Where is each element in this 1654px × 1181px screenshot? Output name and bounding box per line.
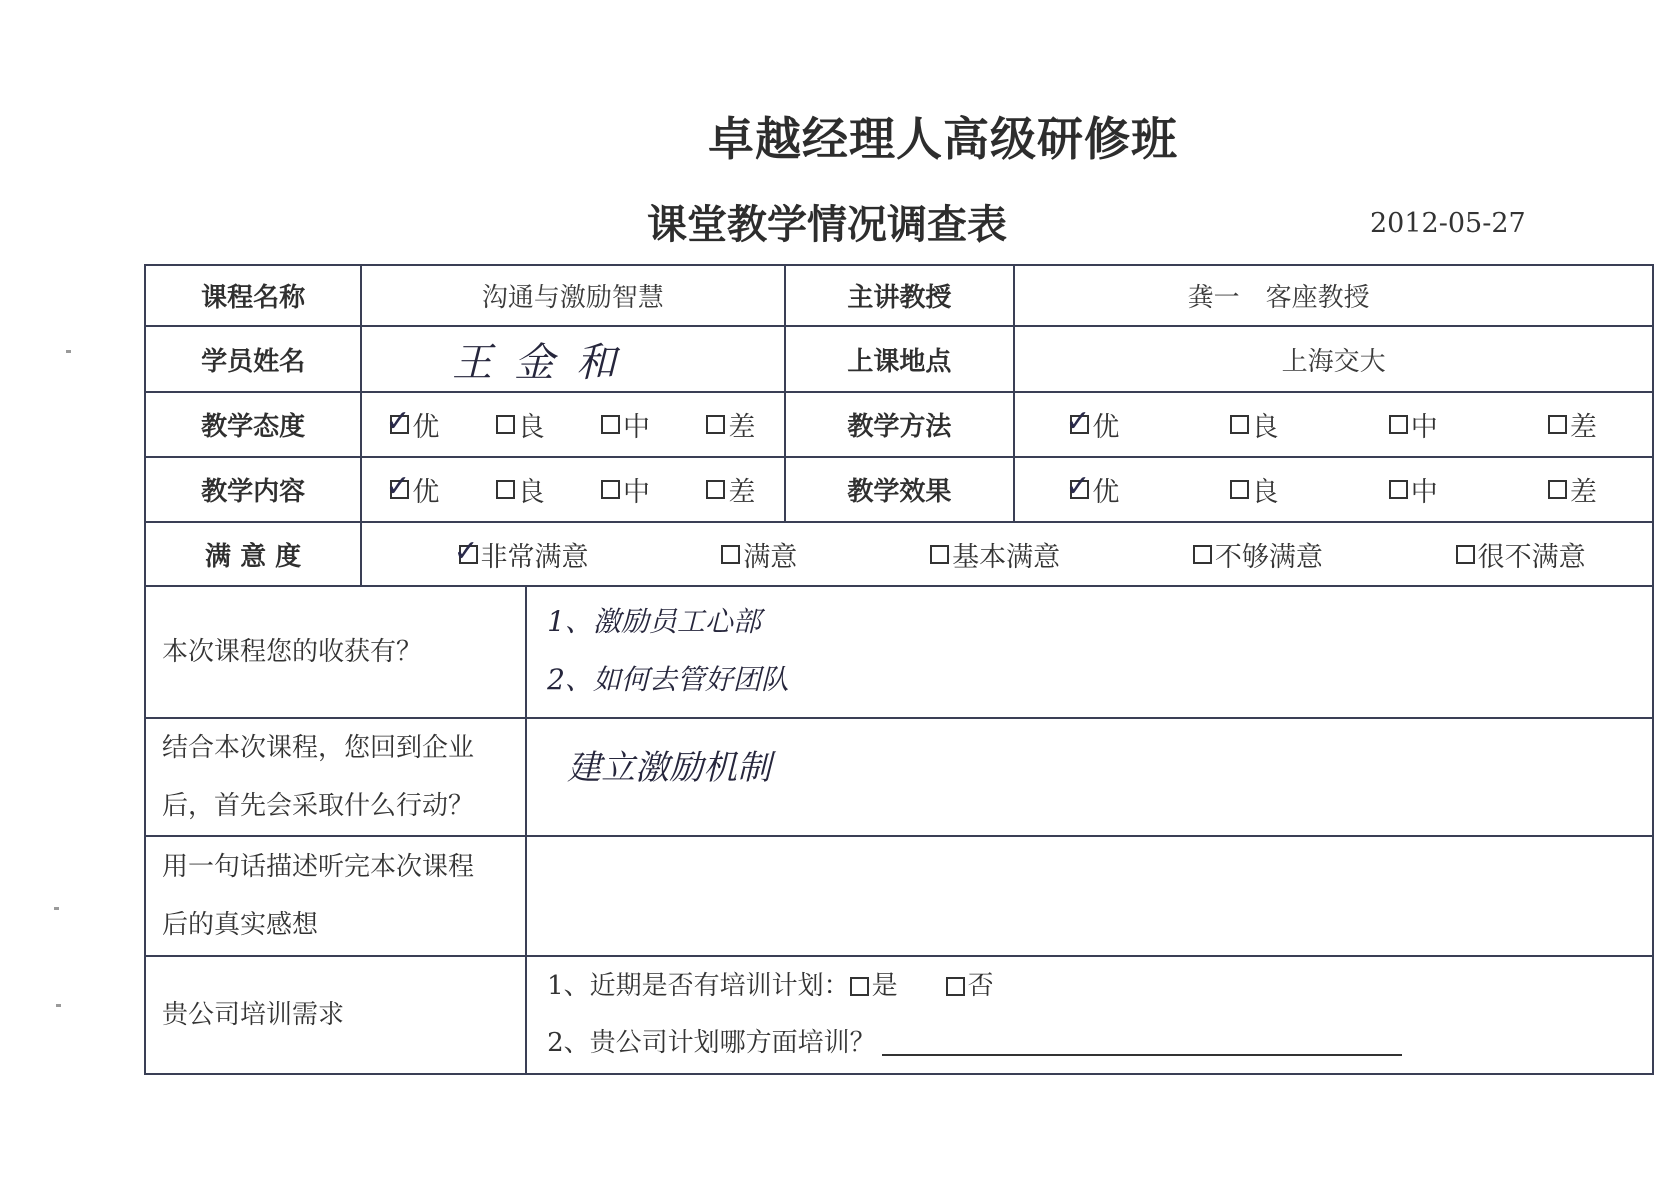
effect-option-good[interactable]: 良 [1230,470,1279,509]
training-label: 贵公司培训需求 [145,956,526,1074]
form-subtitle: 课堂教学情况调查表 [647,202,1007,248]
content-option-good[interactable]: 良 [496,470,545,509]
checkmark-icon: ✓ [453,533,479,569]
content-option-excellent[interactable]: ✓ 优 [385,469,440,508]
gain-row [145,586,1653,718]
training-plan-no[interactable]: 否 [946,958,994,1015]
checkbox[interactable] [496,480,515,499]
checkbox[interactable] [946,977,965,996]
method-option-excellent[interactable]: ✓ 优 [1065,404,1120,443]
action-answer-text: 建立激励机制 [567,748,772,788]
form-date: 2012-05-27 [1370,208,1526,239]
checkbox[interactable] [706,480,725,499]
method-option-poor[interactable]: 差 [1548,405,1597,444]
location-value: 上海交大 [1014,326,1653,392]
satisfaction-row [145,522,1653,586]
satisfaction-option-satisfied[interactable]: 满意 [721,535,797,574]
feeling-answer-field[interactable] [526,836,1653,956]
action-question-label [145,718,526,836]
checkbox[interactable] [1389,480,1408,499]
attitude-option-average[interactable]: 中 [601,405,650,444]
checkbox[interactable] [1193,545,1212,564]
action-answer-field[interactable] [526,718,1653,836]
method-option-good[interactable]: 良 [1230,405,1279,444]
method-label: 教学方法 [785,392,1015,457]
page-title: 卓越经理人高级研修班 [708,112,1178,166]
attitude-options [362,405,783,444]
satisfaction-option-basically-satisfied[interactable]: 基本满意 [930,535,1060,574]
checkmark-icon: ✓ [1065,404,1091,439]
attitude-method-row [145,392,1653,457]
course-row [145,265,1653,326]
checkmark-icon: ✓ [1065,469,1091,504]
attitude-option-good[interactable]: 良 [496,405,545,444]
action-question-line-2: 后，首先会采取什么行动？ [162,791,475,821]
effect-option-average[interactable]: 中 [1389,470,1438,509]
course-name-label: 课程名称 [145,265,361,326]
lecturer-label: 主讲教授 [785,265,1015,326]
checkbox[interactable] [721,545,740,564]
training-area-question-text: 2、贵公司计划哪方面培训？ [547,1028,876,1058]
student-name-handwriting: 王金和 [452,339,639,386]
effect-label: 教学效果 [785,457,1015,522]
checkmark-icon: ✓ [385,404,411,439]
training-plan-yes[interactable]: 是 [850,958,898,1015]
checkbox[interactable] [850,977,869,996]
action-row [145,718,1653,836]
location-label: 上课地点 [785,326,1015,392]
checkbox[interactable] [1065,469,1091,504]
student-name-field[interactable] [361,326,784,392]
content-effect-row [145,457,1653,522]
satisfaction-option-not-satisfied[interactable]: 不够满意 [1193,535,1323,574]
student-row [145,326,1653,392]
checkbox[interactable] [930,545,949,564]
checkbox[interactable] [706,415,725,434]
attitude-label: 教学态度 [145,392,361,457]
checkbox[interactable] [1548,415,1567,434]
feeling-row [145,836,1653,956]
training-row [145,956,1653,1074]
training-plan-question [527,958,1652,1015]
checkbox[interactable] [1548,480,1567,499]
training-plan-question-text: 1、近期是否有培训计划： [547,971,850,1001]
satisfaction-option-very-satisfied[interactable]: ✓ 非常满意 [453,533,589,573]
survey-table [144,264,1654,1075]
checkbox[interactable] [385,469,411,504]
course-name-value: 沟通与激励智慧 [361,265,784,326]
gain-answer-field[interactable] [526,586,1653,718]
lecturer-value: 龚一 客座教授 [1014,265,1653,326]
feeling-question-line-1: 用一句话描述听完本次课程 [162,852,475,882]
action-question-line-1: 结合本次课程，您回到企业 [162,733,475,763]
attitude-option-excellent[interactable]: ✓ 优 [385,404,440,443]
checkbox[interactable] [453,533,479,569]
content-option-average[interactable]: 中 [601,470,650,509]
checkbox[interactable] [1456,545,1475,564]
scan-speck [54,907,59,910]
checkmark-icon: ✓ [385,469,411,504]
feeling-question-line-2: 后的真实感想 [162,910,319,940]
gain-answer-line-1: 1、激励员工心部 [547,605,761,638]
content-options [362,470,783,509]
satisfaction-label: 满 意 度 [145,522,361,586]
checkbox[interactable] [1065,404,1091,439]
gain-question-label: 本次课程您的收获有？ [145,586,526,718]
effect-option-excellent[interactable]: ✓ 优 [1065,469,1120,508]
training-area-input-line[interactable] [882,1032,1402,1056]
checkbox[interactable] [1389,415,1408,434]
checkbox[interactable] [601,480,620,499]
method-options [1015,405,1652,444]
checkbox[interactable] [1230,415,1249,434]
scan-speck [66,350,71,353]
checkbox[interactable] [601,415,620,434]
content-option-poor[interactable]: 差 [706,470,755,509]
scan-speck [56,1004,61,1007]
training-area-question [527,1015,1652,1072]
training-answers [526,956,1653,1074]
checkbox[interactable] [1230,480,1249,499]
content-label: 教学内容 [145,457,361,522]
effect-options [1015,470,1652,509]
checkbox[interactable] [385,404,411,439]
attitude-option-poor[interactable]: 差 [706,405,755,444]
effect-option-poor[interactable]: 差 [1548,470,1597,509]
method-option-average[interactable]: 中 [1389,405,1438,444]
satisfaction-options [362,535,1652,574]
checkbox[interactable] [496,415,515,434]
gain-answer-line-2: 2、如何去管好团队 [547,663,789,696]
satisfaction-option-very-unsatisfied[interactable]: 很不满意 [1456,535,1586,574]
student-name-label: 学员姓名 [145,326,361,392]
feeling-question-label [145,836,526,956]
